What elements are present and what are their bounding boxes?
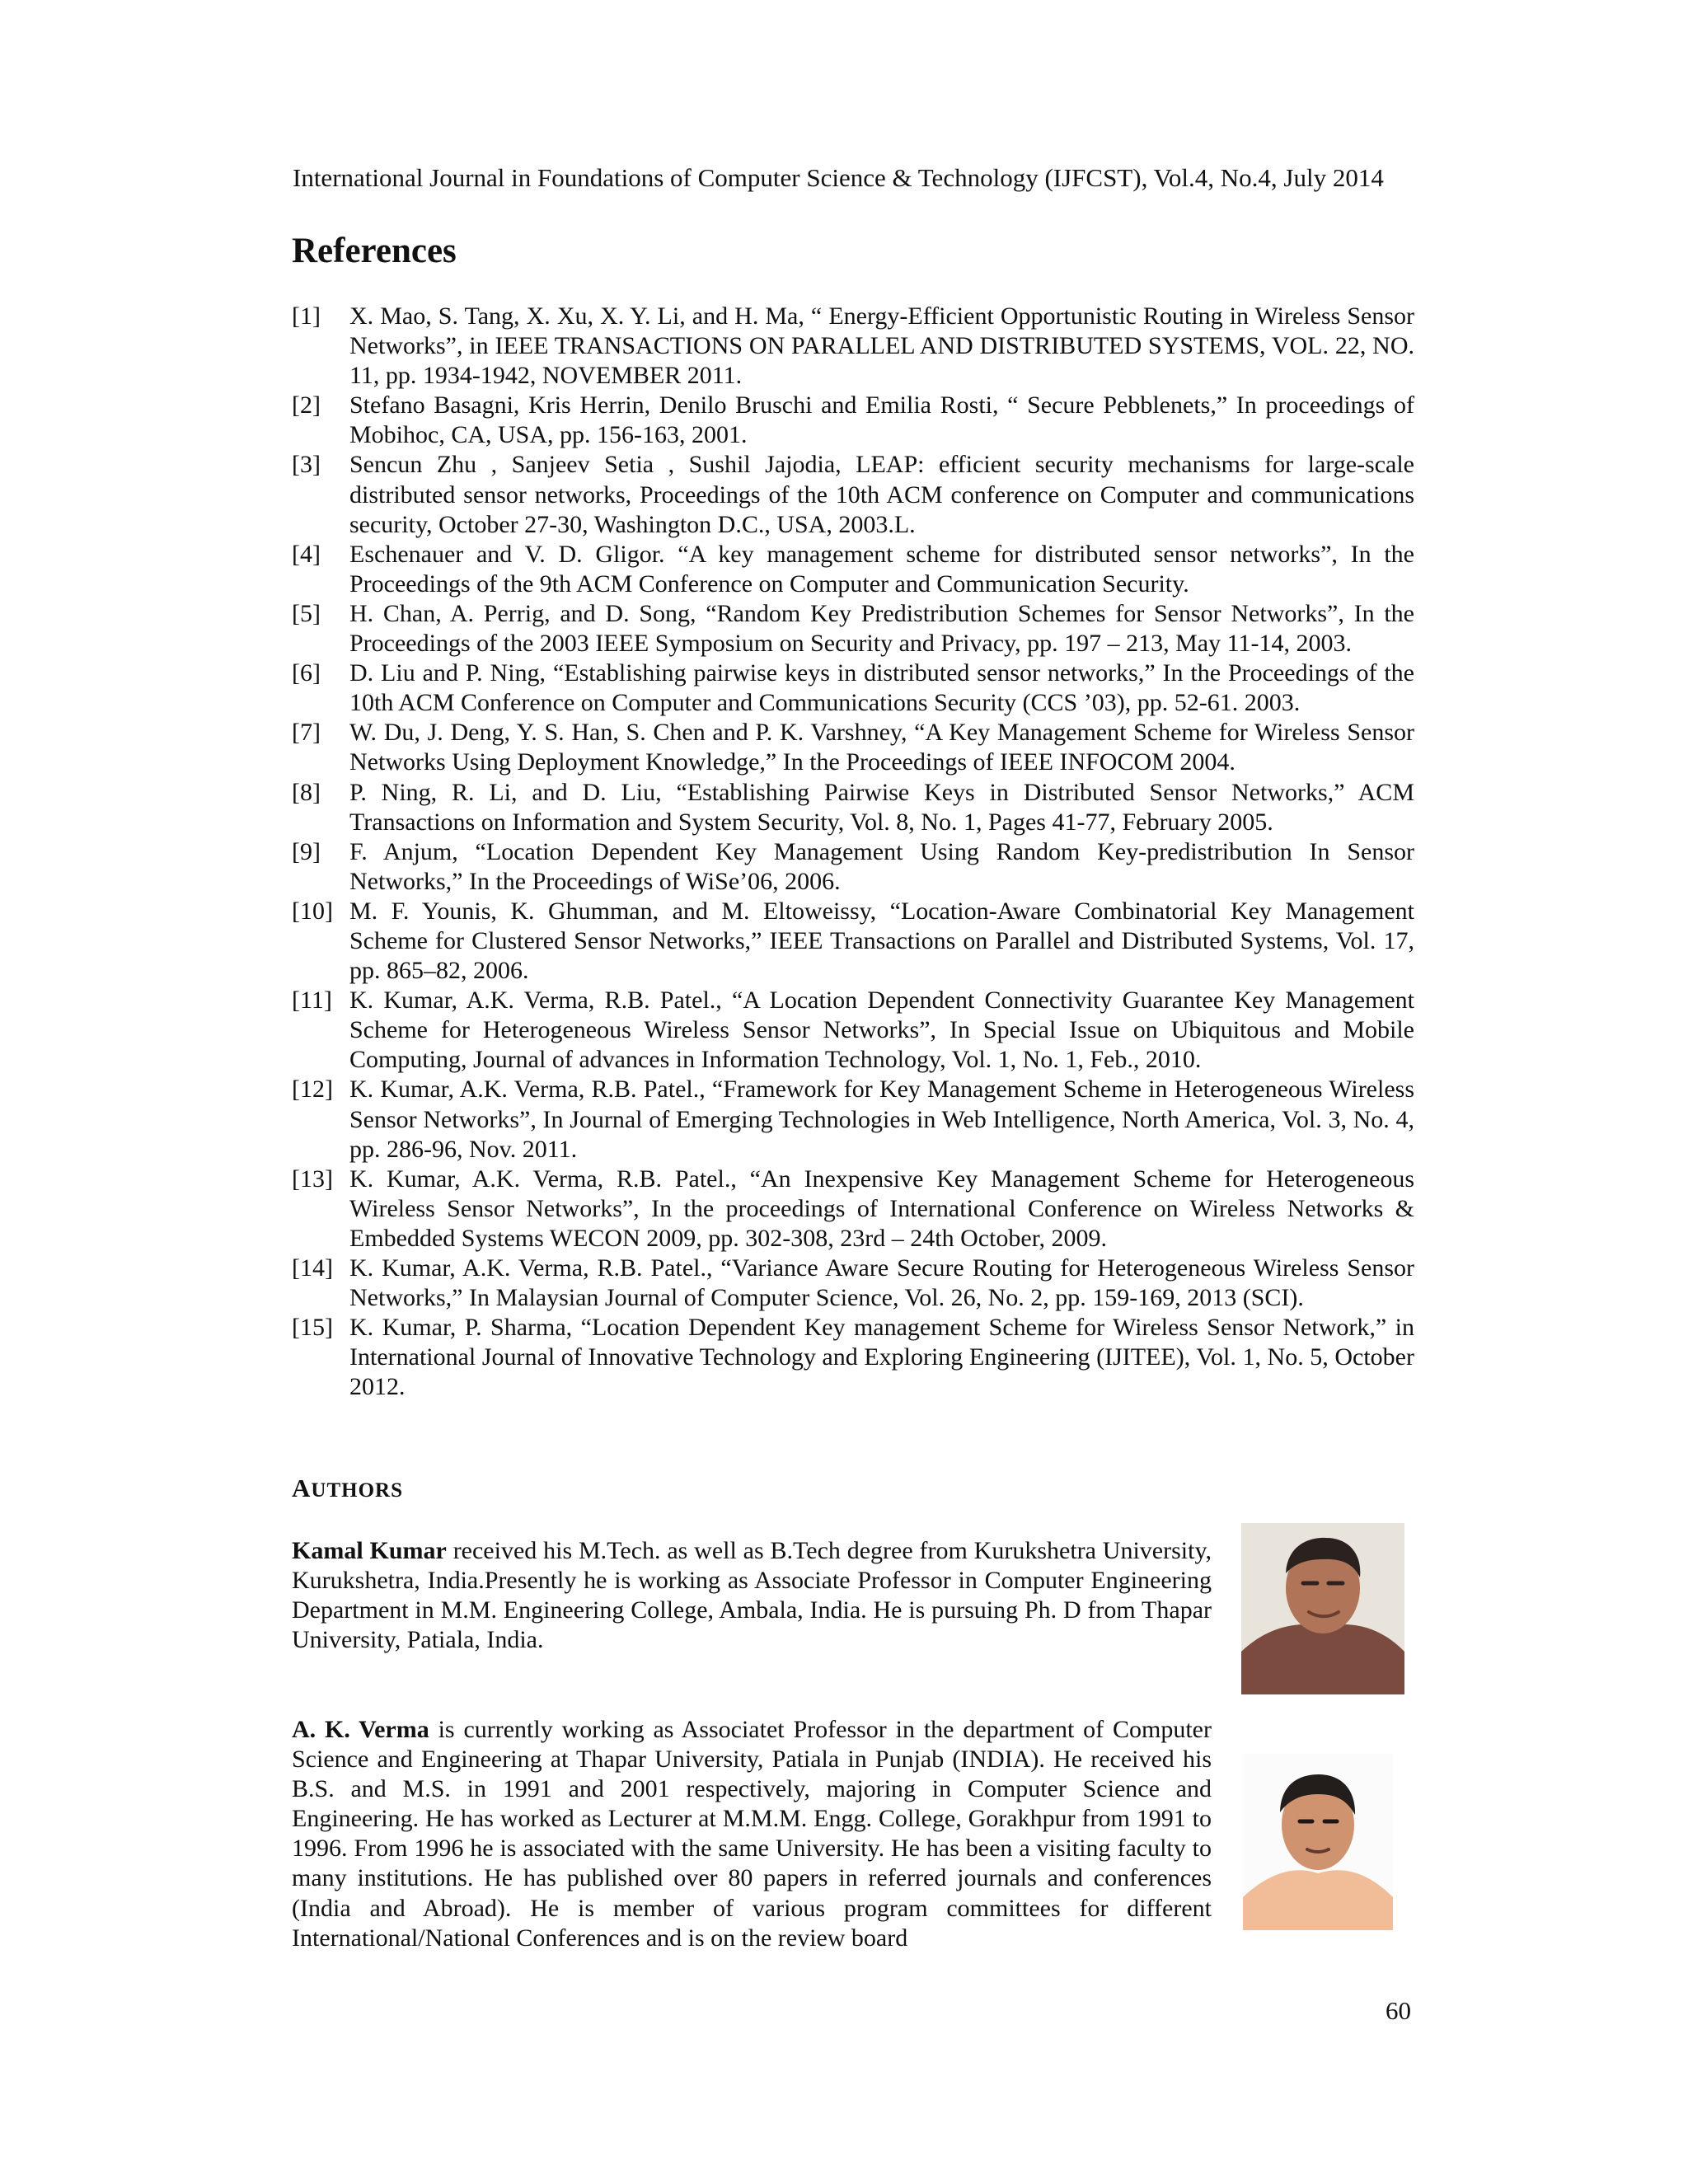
reference-number: [13] [292, 1165, 333, 1193]
reference-list [292, 302, 1414, 1402]
author-photo-kamal-kumar [1241, 1523, 1404, 1694]
reference-text: P. Ning, R. Li, and D. Liu, “Establishing Pairwise Keys in Distributed Sensor Networks,” ACM Transactions on Information and System Security, Vol. 8, No. 1, Pages 41-77, February 2005. [349, 778, 1414, 836]
reference-number: [15] [292, 1314, 333, 1342]
author-bio-kamal-kumar [292, 1536, 1212, 1655]
reference-text: D. Liu and P. Ning, “Establishing pairwise keys in distributed sensor networks,” In the Proceedings of the 10th ACM Conference on Computer and Communications Security (CCS ’03), pp. 52-61. 2003. [349, 659, 1414, 717]
reference-text: X. Mao, S. Tang, X. Xu, X. Y. Li, and H. Ma, “ Energy-Efficient Opportunistic Routing in Wireless Sensor Networks”, in IEEE TRANSACTIONS ON PARALLEL AND DISTRIBUTED SYSTEMS, VOL. 22, NO. 11, pp. 1934-1942, NOVEMBER 2011. [349, 302, 1414, 390]
reference-text: K. Kumar, A.K. Verma, R.B. Patel., “Framework for Key Management Scheme in Heterogeneous Wireless Sensor Networks”, In Journal of Emerging Technologies in Web Intelligence, North America, Vol. 3, No. 4, pp. 286-96, Nov. 2011. [349, 1076, 1414, 1163]
author-bio-text: received his M.Tech. as well as B.Tech degree from Kurukshetra University, Kurukshetra, India.Presently he is working as Associate Professor in Computer Engineering Department in M.M. Engineering College, Ambala, India. He is pursuing Ph. D from Thapar University, Patiala, India. [292, 1537, 1212, 1654]
reference-item [292, 837, 1414, 897]
reference-item [292, 540, 1414, 599]
reference-text: M. F. Younis, K. Ghumman, and M. Eltoweissy, “Location-Aware Combinatorial Key Management Scheme for Clustered Sensor Networks,” IEEE Transactions on Parallel and Distributed Systems, Vol. 17, pp. 865–82, 2006. [349, 897, 1414, 985]
reference-item [292, 718, 1414, 777]
author-name: A. K. Verma [292, 1716, 429, 1743]
reference-number: [14] [292, 1254, 333, 1282]
reference-number: [5] [292, 599, 321, 627]
reference-number: [10] [292, 897, 333, 925]
reference-item [292, 302, 1414, 391]
reference-text: Sencun Zhu , Sanjeev Setia , Sushil Jajodia, LEAP: efficient security mechanisms for large-scale distributed sensor networks, Proceedings of the 10th ACM conference on Computer and communications security, October 27-30, Washington D.C., USA, 2003.L. [349, 451, 1414, 538]
reference-number: [3] [292, 451, 321, 479]
references-heading: References [292, 232, 457, 270]
authors-heading-initial: A [292, 1474, 312, 1502]
reference-item [292, 897, 1414, 986]
authors-heading [292, 1472, 403, 1507]
reference-number: [11] [292, 987, 332, 1015]
page-number: 60 [1386, 1996, 1411, 2025]
reference-text: H. Chan, A. Perrig, and D. Song, “Random Key Predistribution Schemes for Sensor Networks”, In the Proceedings of the 2003 IEEE Symposium on Security and Privacy, pp. 197 – 213, May 11-14, 2003. [349, 599, 1414, 658]
reference-item [292, 450, 1414, 539]
reference-text: Stefano Basagni, Kris Herrin, Denilo Bruschi and Emilia Rosti, “ Secure Pebblenets,” In proceedings of Mobihoc, CA, USA, pp. 156-163, 2001. [349, 391, 1414, 449]
reference-number: [6] [292, 659, 321, 687]
reference-text: K. Kumar, A.K. Verma, R.B. Patel., “Variance Aware Secure Routing for Heterogeneous Wireless Sensor Networks,” In Malaysian Journal of Computer Science, Vol. 26, No. 2, pp. 159-169, 2013 (SCI). [349, 1254, 1414, 1312]
journal-header: International Journal in Foundations of Computer Science & Technology (IJFCST), Vol.4, No.4, July 2014 [293, 163, 1384, 192]
reference-number: [8] [292, 778, 321, 806]
reference-number: [12] [292, 1076, 333, 1104]
author-name: Kamal Kumar [292, 1537, 447, 1564]
portrait-image [1241, 1523, 1404, 1694]
reference-item [292, 658, 1414, 718]
reference-text: Eschenauer and V. D. Gligor. “A key management scheme for distributed sensor networks”, In the Proceedings of the 9th ACM Conference on Computer and Communication Security. [349, 540, 1414, 598]
reference-number: [4] [292, 540, 321, 568]
reference-item [292, 1254, 1414, 1313]
reference-text: K. Kumar, A.K. Verma, R.B. Patel., “A Location Dependent Connectivity Guarantee Key Management Scheme for Heterogeneous Wireless Sensor Networks”, In Special Issue on Ubiquitous and Mobile Computing, Journal of advances in Information Technology, Vol. 1, No. 1, Feb., 2010. [349, 987, 1414, 1074]
reference-item [292, 1313, 1414, 1402]
reference-item [292, 1075, 1414, 1164]
reference-text: K. Kumar, A.K. Verma, R.B. Patel., “An Inexpensive Key Management Scheme for Heterogeneous Wireless Sensor Networks”, In the proceedings of International Conference on Wireless Networks & Embedded Systems WECON 2009, pp. 302-308, 23rd – 24th October, 2009. [349, 1165, 1414, 1252]
reference-number: [2] [292, 391, 321, 419]
reference-number: [7] [292, 719, 321, 747]
reference-text: K. Kumar, P. Sharma, “Location Dependent Key management Scheme for Wireless Sensor Network,” in International Journal of Innovative Technology and Exploring Engineering (IJITEE), Vol. 1, No. 5, October 2012. [349, 1314, 1414, 1401]
reference-item [292, 391, 1414, 450]
portrait-image [1243, 1754, 1393, 1930]
authors-heading-rest: UTHORS [311, 1479, 403, 1502]
reference-text: F. Anjum, “Location Dependent Key Management Using Random Key-predistribution In Sensor Networks,” In the Proceedings of WiSe’06, 2006. [349, 837, 1414, 895]
author-bio-ak-verma [292, 1715, 1212, 1953]
author-bio-text: is currently working as Associatet Professor in the department of Computer Science and Engineering at Thapar University, Patiala in Punjab (INDIA). He received his B.S. and M.S. in 1991 and 2001 respectively, majoring in Computer Science and Engineering. He has worked as Lecturer at M.M.M. Engg. College, Gorakhpur from 1991 to 1996. From 1996 he is associated with the same University. He has been a visiting faculty to many institutions. He has published over 80 papers in referred journals and conferences (India and Abroad). He is member of various program committees for different International/National Conferences and is on the review board [292, 1716, 1212, 1952]
reference-item [292, 986, 1414, 1075]
reference-number: [1] [292, 302, 321, 330]
reference-text: W. Du, J. Deng, Y. S. Han, S. Chen and P. K. Varshney, “A Key Management Scheme for Wireless Sensor Networks Using Deployment Knowledge,” In the Proceedings of IEEE INFOCOM 2004. [349, 719, 1414, 776]
reference-item [292, 1165, 1414, 1254]
reference-item [292, 778, 1414, 837]
author-photo-ak-verma [1243, 1754, 1393, 1930]
reference-number: [9] [292, 837, 321, 865]
reference-item [292, 599, 1414, 658]
